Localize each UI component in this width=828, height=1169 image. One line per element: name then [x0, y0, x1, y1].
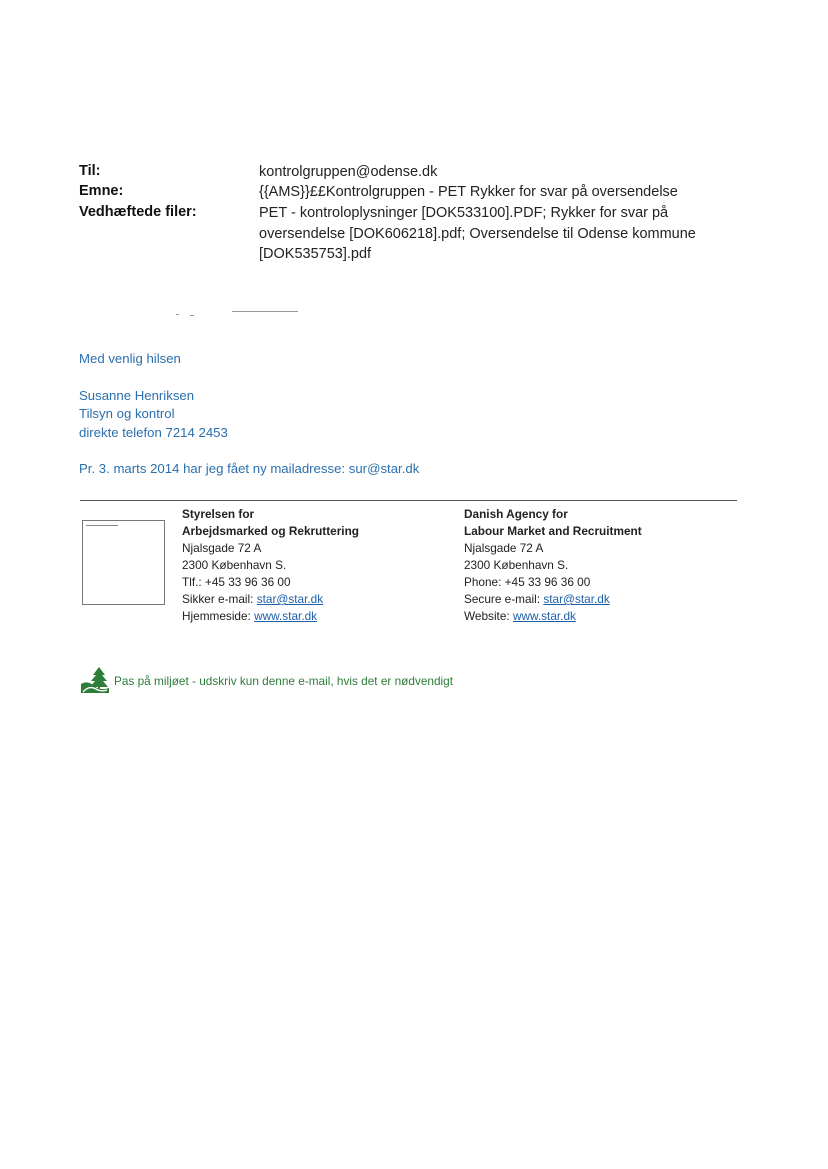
street-address: Njalsgade 72 A	[464, 541, 544, 555]
attachments-label: Vedhæftede filer:	[79, 204, 197, 220]
signature-danish	[182, 506, 359, 625]
org-name-line2: Labour Market and Recruitment	[464, 524, 642, 538]
email-label: Sikker e-mail:	[182, 592, 257, 606]
to-label: Til:	[79, 163, 101, 179]
street-address: Njalsgade 72 A	[182, 541, 262, 555]
web-row	[464, 608, 642, 625]
signature-divider	[80, 500, 737, 501]
signature-english	[464, 506, 642, 625]
eco-notice-text: Pas på miljøet - udskriv kun denne e-mail, hvis det er nødvendigt	[114, 674, 453, 688]
agency-logo-placeholder	[82, 520, 165, 605]
greeting: Med venlig hilsen	[79, 351, 181, 366]
attachments-line: oversendelse [DOK606218].pdf; Oversendelse til Odense kommune	[259, 225, 696, 242]
org-name-line1: Danish Agency for	[464, 507, 568, 521]
org-name-line2: Arbejdsmarked og Rekruttering	[182, 524, 359, 538]
subject-label: Emne:	[79, 183, 124, 199]
sender-name: Susanne Henriksen	[79, 388, 195, 403]
sender-department: Tilsyn og kontrol	[79, 406, 175, 421]
attachments-line: [DOK535753].pdf	[259, 246, 372, 262]
web-label: Website:	[464, 609, 513, 623]
website-link[interactable]: www.star.dk	[512, 609, 576, 623]
email-change-notice: Pr. 3. marts 2014 har jeg fået ny mailadresse: sur@star.dk	[79, 461, 420, 476]
scan-speck	[190, 315, 194, 316]
scan-speck	[176, 314, 179, 315]
tree-landscape-icon	[80, 666, 110, 694]
phone-number: Tlf.: +45 33 96 36 00	[182, 575, 291, 589]
scan-speck	[232, 311, 298, 312]
email-row	[464, 591, 642, 608]
email-label: Secure e-mail:	[464, 592, 544, 606]
email-link[interactable]: star@star.dk	[543, 592, 610, 606]
attachments-value	[259, 203, 729, 265]
sender-phone: direkte telefon 7214 2453	[79, 425, 228, 440]
email-link[interactable]: star@star.dk	[256, 592, 324, 606]
web-label: Hjemmeside:	[182, 609, 255, 623]
to-value: kontrolgruppen@odense.dk	[259, 164, 438, 180]
email-row	[182, 591, 359, 608]
subject-value: {{AMS}}££Kontrolgruppen - PET Rykker for svar på oversendelse	[259, 184, 678, 200]
phone-number: Phone: +45 33 96 36 00	[464, 575, 591, 589]
city-address: 2300 København S.	[464, 558, 569, 572]
web-row	[182, 608, 359, 625]
attachments-line: PET - kontroloplysninger [DOK533100].PDF; Rykker for svar på	[259, 205, 669, 221]
website-link[interactable]: www.star.dk	[254, 609, 318, 623]
city-address: 2300 København S.	[182, 558, 287, 572]
org-name-line1: Styrelsen for	[182, 507, 255, 521]
